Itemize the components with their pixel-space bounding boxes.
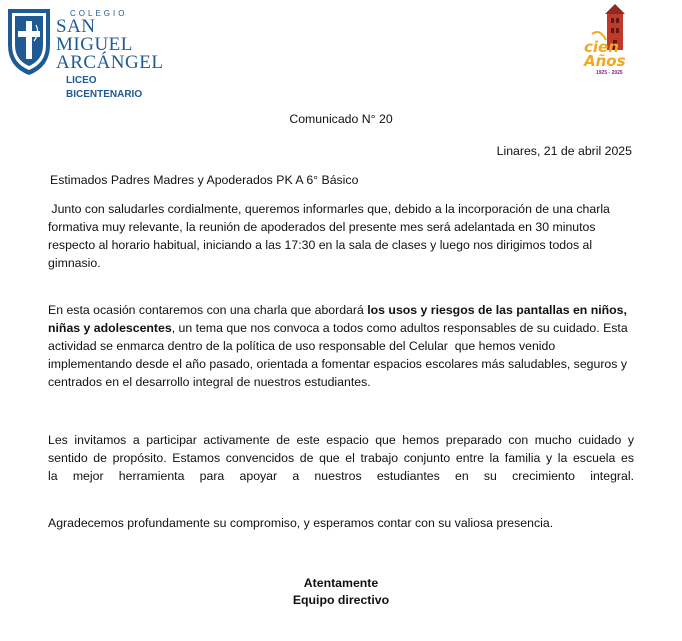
paragraph-3-line: sentido de propósito. Estamos convencidos de que el trabajo conjunto entre la familia y la escuela es — [48, 451, 634, 465]
anniversary-word-cien: cien — [584, 38, 619, 56]
closing-regards: Atentamente — [303, 576, 379, 590]
anniversary-logo — [580, 4, 662, 78]
paragraph-2-highlight: los usos y riesgos de las pantallas en niños, niñas y adolescentes — [48, 303, 627, 335]
paragraph-3 — [48, 431, 634, 485]
paragraph-2 — [48, 301, 634, 391]
liceo-line1: LICEO — [66, 75, 97, 86]
letter-title: Comunicado N° 20 — [289, 112, 393, 126]
paragraph-1: Junto con saludarles cordialmente, queremos informarles que, debido a la incorporación de una charla formativa muy relevante, la reunión de apoderados del presente mes será adelantada en 30 minutos respecto al horario habitual, iniciando a las 17:30 en la sala de clases y luego nos dirigimos todos al gimnasio. — [48, 202, 614, 270]
paragraph-2-rest: , un tema que nos convoca a todos como adultos responsables de su cuidado. Esta actividad se enmarca dentro de la política de uso responsable del Celular que hemos venido implementando desde el año pasado, orientada a fomentar espacios escolares más saludables, seguros y centrados en el desarrollo integral de nuestros estudiantes. — [48, 321, 632, 389]
school-crest-icon — [4, 5, 54, 77]
closing-signature: Equipo directivo — [292, 593, 390, 607]
paragraph-3-line: la mejor herramienta para apoyar a nuestros estudiantes en su crecimiento integral. — [48, 469, 634, 483]
letter-salutation: Estimados Padres Madres y Apoderados PK A 6° Básico — [50, 173, 359, 187]
paragraph-4: Agradecemos profundamente su compromiso, y esperamos contar con su valiosa presencia. — [48, 516, 554, 530]
anniversary-years: 1925 - 2025 — [596, 70, 623, 76]
liceo-line2: BICENTENARIO — [66, 89, 143, 100]
anniversary-word-anos: Años — [584, 52, 626, 70]
colegio-label: COLEGIO — [70, 9, 128, 18]
school-name-line2: ARCÁNGEL — [56, 52, 164, 73]
letterhead — [0, 0, 682, 100]
school-name-line1: SAN MIGUEL — [56, 16, 133, 55]
letter-date: Linares, 21 de abril 2025 — [496, 144, 632, 158]
paragraph-2-intro: En esta ocasión contaremos con una charla que abordará — [48, 303, 368, 317]
closing — [0, 575, 682, 609]
paragraph-3-line: Les invitamos a participar activamente de este espacio que hemos preparado con mucho cuidado y — [48, 433, 634, 447]
school-logo — [4, 5, 169, 100]
